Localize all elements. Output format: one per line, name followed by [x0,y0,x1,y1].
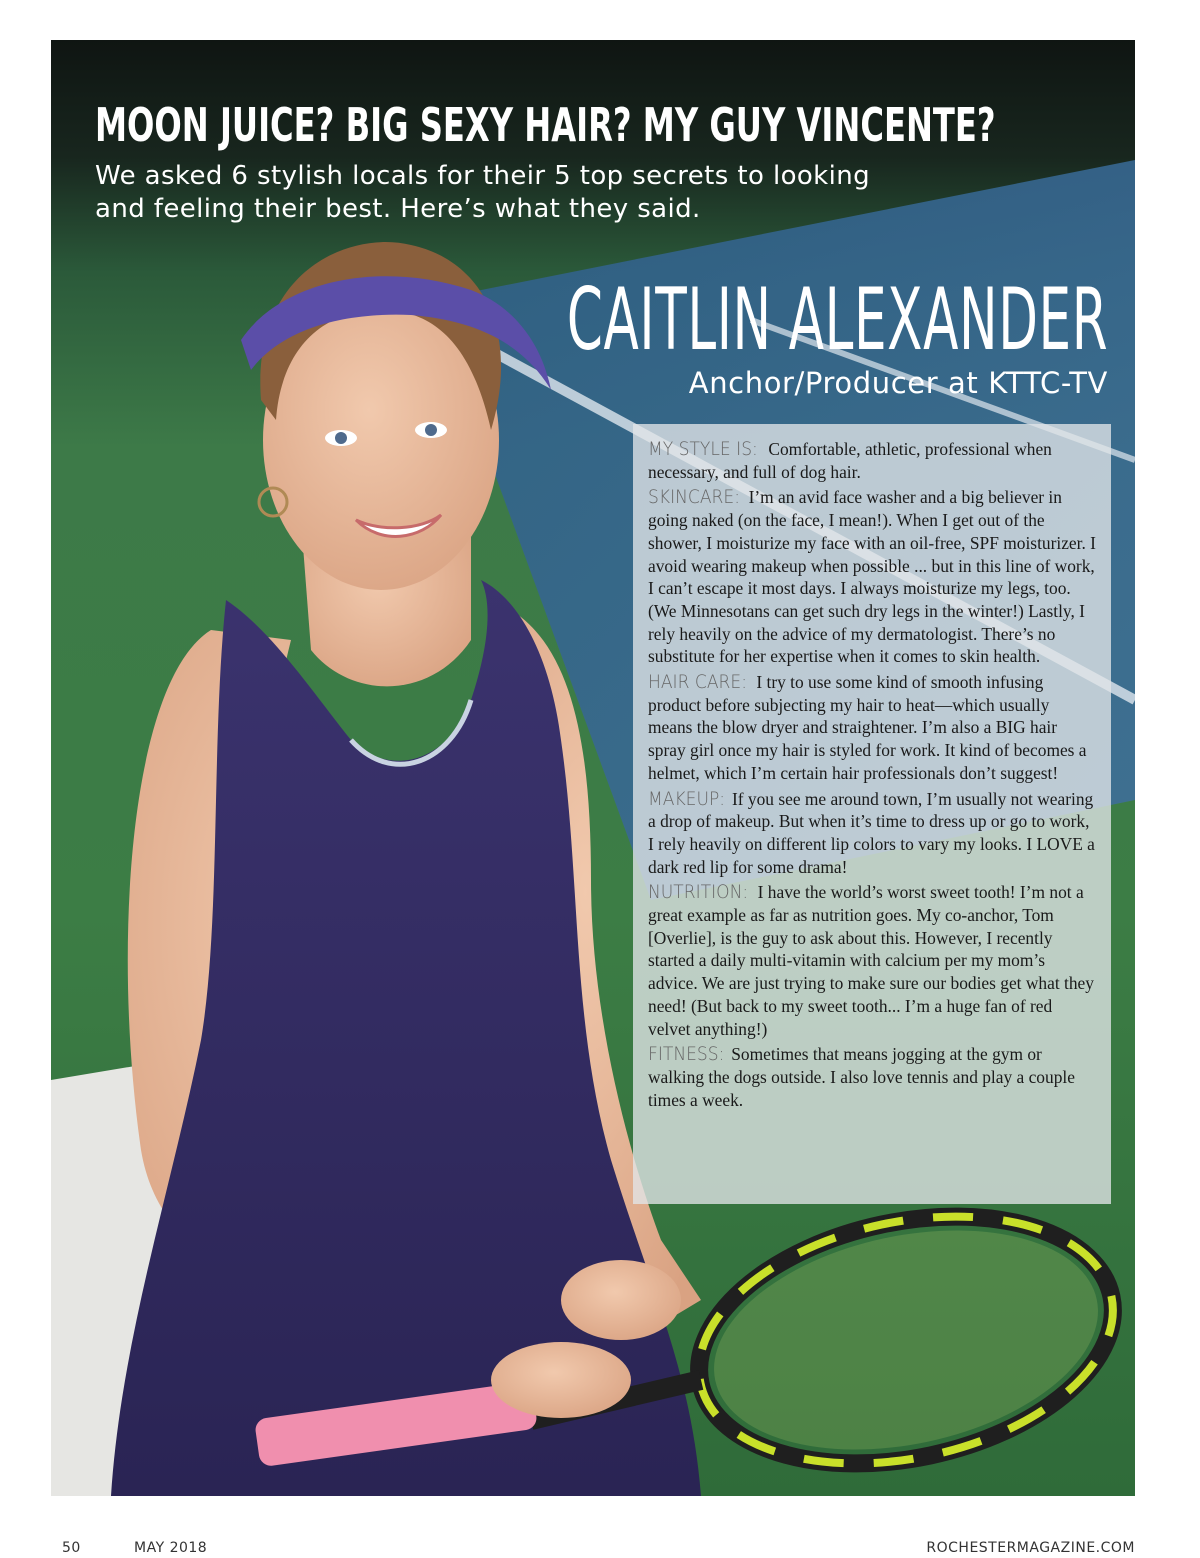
person-name: CAITLIN ALEXANDER [566,270,1108,370]
qa-item [648,788,1097,879]
page-number: 50 [62,1540,81,1556]
qa-text: Comfortable, athletic, professional when necessary, and full of dog hair. [648,439,1052,482]
qa-item [648,486,1097,668]
qa-text: I’m an avid face washer and a big believer in going naked (on the face, I mean!). When I get out of the shower, I moisturize my face with an oil-free, SPF moisturizer. I avoid wearing makeup when possible ... but in this line of work, I can’t escape it most days. I always moisturize my legs, too. (We Minnesotans can get such dry legs in the winter!) Lastly, I rely heavily on the advice of my dermatologist. There’s no substitute for her expertise when it comes to skin health. [648,487,1096,667]
website-link[interactable]: ROCHESTERMAGAZINE.COM [926,1540,1135,1556]
qa-label: SKINCARE: [648,486,740,509]
qa-text: If you see me around town, I’m usually not wearing a drop of makeup. But when it’s time to dress up or go to work, I rely heavily on different lip colors to vary my looks. I LOVE a dark red lip for some drama! [648,788,1095,877]
qa-item [648,671,1097,785]
qa-item [648,881,1097,1040]
qa-text: Sometimes that means jogging at the gym or walking the dogs outside. I also love tennis and play a couple times a week. [648,1044,1075,1110]
qa-label: HAIR CARE: [648,671,748,694]
qa-text: I have the world’s worst sweet tooth! I’m not a great example as far as nutrition goes. My co-anchor, Tom [Overlie], is the guy to ask about this. However, I recently started a daily multi-vitamin with calcium per my mom’s advice. We are just trying to make sure our bodies get what they need! (But back to my sweet tooth... I’m a huge fan of red velvet anything!) [648,882,1094,1039]
qa-text: I try to use some kind of smooth infusing product before subjecting my hair to heat—which usually means the blow dryer and straightener. I’m also a BIG hair spray girl once my hair is styled for work. It kind of becomes a helmet, which I’m certain hair professionals don’t suggest! [648,672,1087,783]
qa-label: FITNESS: [648,1043,725,1066]
qa-label: MY STYLE IS: [648,438,758,460]
issue-date: MAY 2018 [134,1540,208,1556]
qa-panel [633,424,1111,1204]
qa-label: NUTRITION: [648,881,749,904]
qa-label: MAKEUP: [648,787,726,810]
headline: MOON JUICE? BIG SEXY HAIR? MY GUY VINCENTE? [95,98,996,152]
qa-item [648,1043,1097,1111]
person-title: Anchor/Producer at KTTC-TV [688,366,1108,400]
qa-item [648,438,1097,483]
dek: We asked 6 stylish locals for their 5 top secrets to looking and feeling their best. Here’s what they said. [95,161,871,224]
